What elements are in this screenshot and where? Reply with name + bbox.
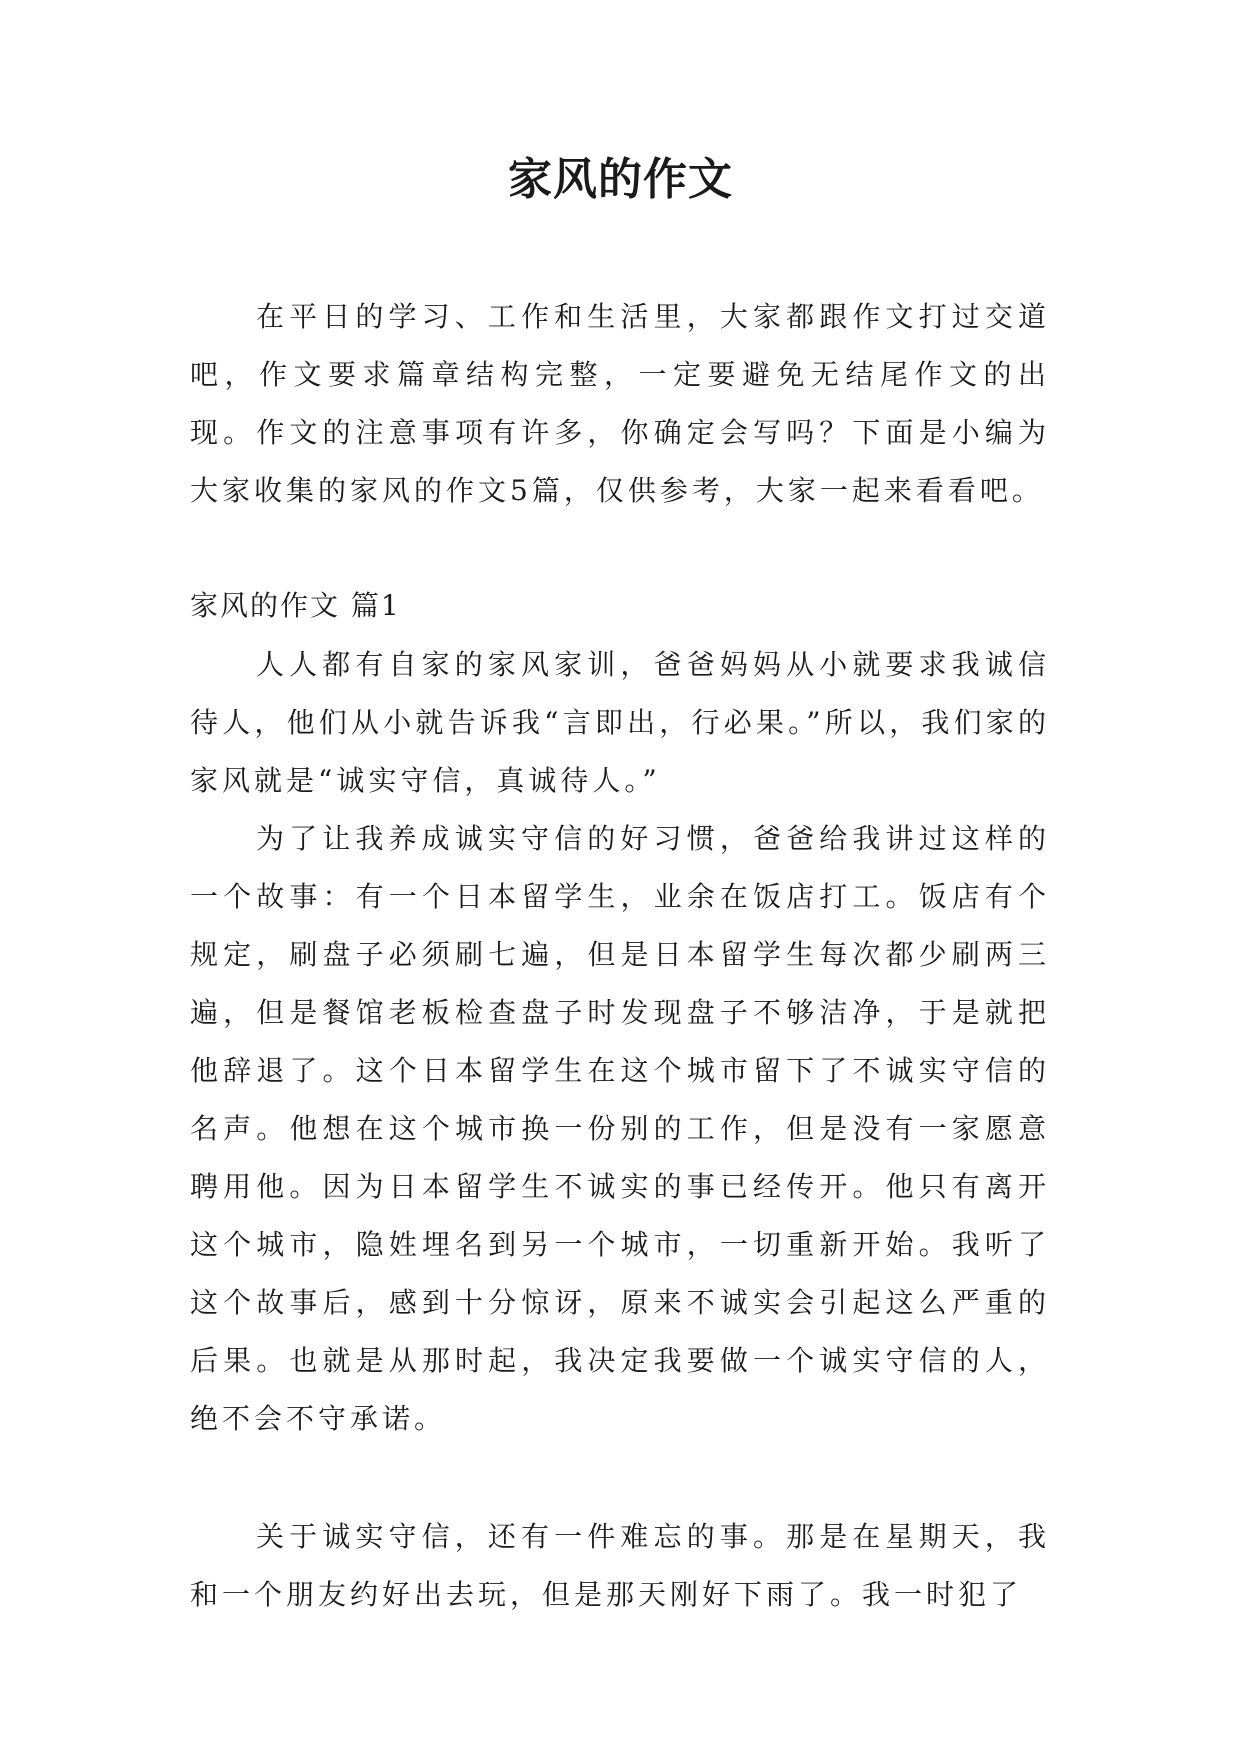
- intro-paragraph: 在平日的学习、工作和生活里，大家都跟作文打过交道吧，作文要求篇章结构完整，一定要避免无结尾作文的出现。作文的注意事项有许多，你确定会写吗？下面是小编为大家收集的家风的作文5篇，仅供参考，大家一起来看看吧。: [190, 300, 1050, 507]
- section-heading: 家风的作文 篇1: [190, 589, 401, 622]
- essay-paragraph-2: 为了让我养成诚实守信的好习惯，爸爸给我讲过这样的一个故事：有一个日本留学生，业余在饭店打工。饭店有个规定，刷盘子必须刷七遍，但是日本留学生每次都少刷两三遍，但是餐馆老板检查盘子时发现盘子不够洁净，于是就把他辞退了。这个日本留学生在这个城市留下了不诚实守信的名声。他想在这个城市换一份别的工作，但是没有一家愿意聘用他。因为日本留学生不诚实的事已经传开。他只有离开这个城市，隐姓埋名到另一个城市，一切重新开始。我听了这个故事后，感到十分惊讶，原来不诚实会引起这么严重的后果。也就是从那时起，我决定我要做一个诚实守信的人，绝不会不守承诺。: [190, 822, 1050, 1435]
- essay-paragraph-3: 关于诚实守信，还有一件难忘的事。那是在星期天，我和一个朋友约好出去玩，但是那天刚好下雨了。我一时犯了: [190, 1520, 1050, 1611]
- document-title: 家风的作文: [508, 154, 733, 205]
- essay-paragraph-1: 人人都有自家的家风家训，爸爸妈妈从小就要求我诚信待人，他们从小就告诉我“言即出，行必果。”所以，我们家的家风就是“诚实守信，真诚待人。”: [190, 648, 1050, 797]
